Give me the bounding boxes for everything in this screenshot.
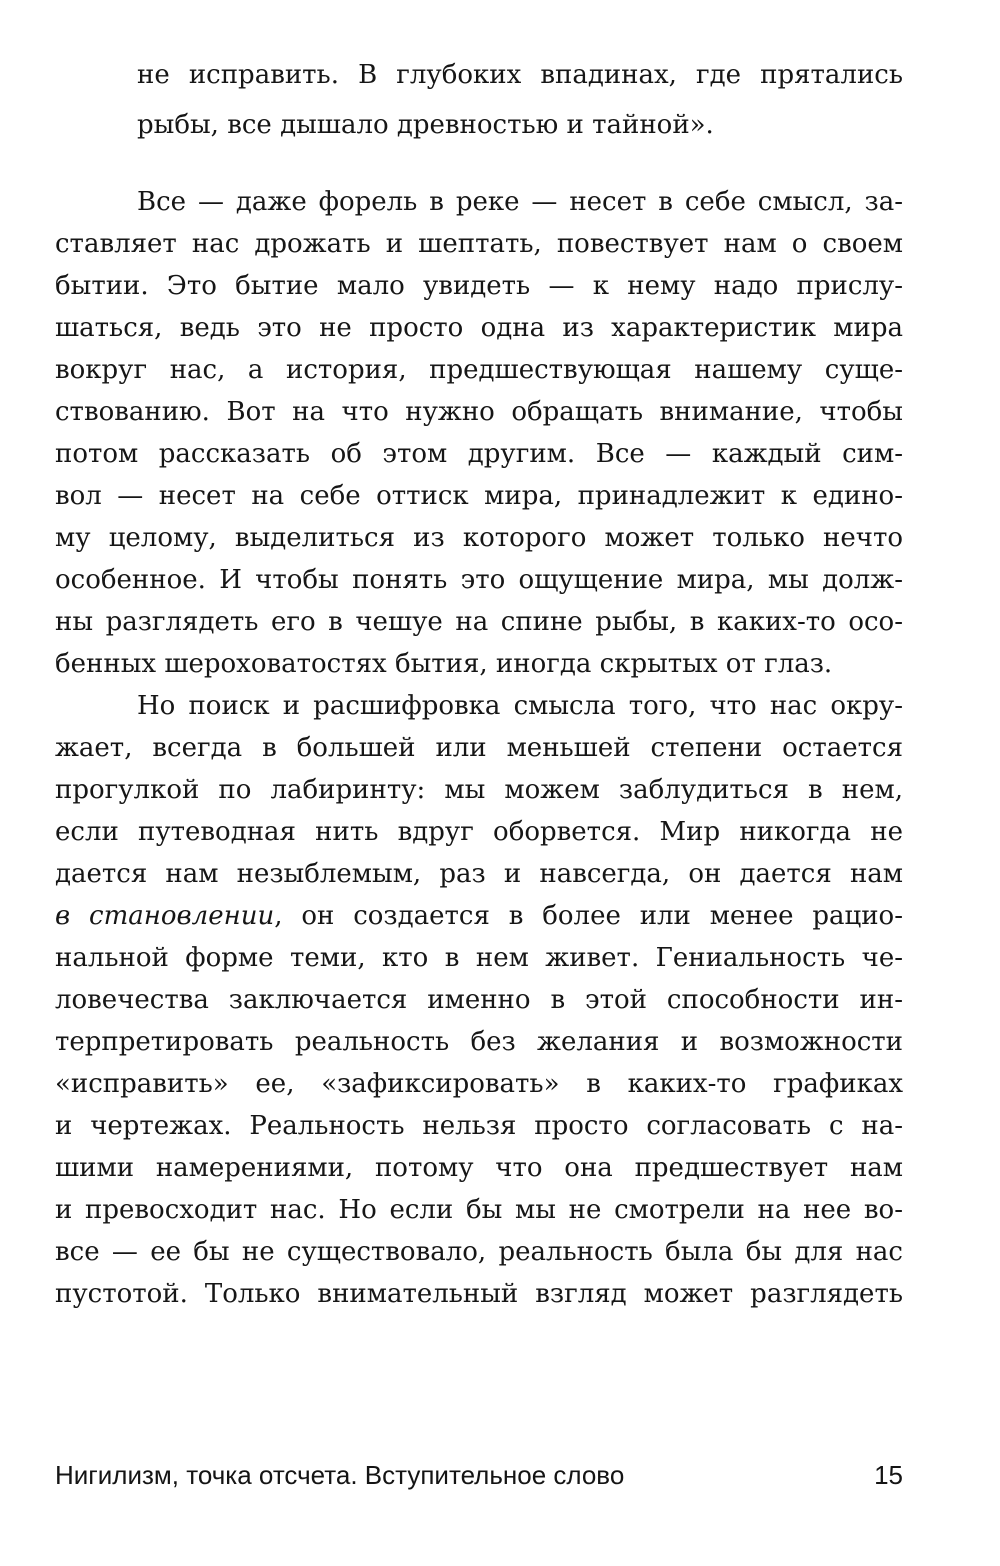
page-number: 15 [874,1460,903,1490]
text-line: шими намерениями, потому что она предшествует нам [55,1153,903,1183]
text-line: и чертежах. Реальность нельзя просто согласовать с на- [55,1111,903,1141]
text-line: ловечества заключается именно в этой способности ин- [55,985,903,1015]
text-line: ствованию. Вот на что нужно обращать внимание, чтобы [55,397,903,427]
text-line: му целому, выделиться из которого может только нечто [55,523,903,553]
text-line: не исправить. В глубоких впадинах, где прятались [137,60,903,90]
text-line [55,895,903,937]
text-line: потом рассказать об этом другим. Все — каждый сим- [55,439,903,469]
text-line: Но поиск и расшифровка смысла того, что нас окру- [137,691,903,721]
text-line: все — ее бы не существовало, реальность была бы для нас [55,1237,903,1267]
text-line: если путеводная нить вдруг оборвется. Мир никогда не [55,817,903,847]
text-line: рыбы, все дышало древностью и тайной». [137,110,714,140]
text-line: шаться, ведь это не просто одна из характеристик мира [55,313,903,343]
text-line: «исправить» ее, «зафиксировать» в каких-то графиках [55,1069,903,1099]
text-line: жает, всегда в большей или меньшей степени остается [55,733,903,763]
text-line: бенных шероховатостях бытия, иногда скрытых от глаз. [55,649,833,679]
quote-block [137,50,903,150]
text-line: ны разглядеть его в чешуе на спине рыбы, в каких-то осо- [55,607,903,637]
text-line: бытии. Это бытие мало увидеть — к нему надо прислу- [55,271,903,301]
paragraph [55,685,903,1315]
text-line: вокруг нас, а история, предшествующая нашему суще- [55,355,903,385]
italic-phrase: в становлении [55,901,275,931]
running-title: Нигилизм, точка отсчета. Вступительное слово [55,1460,625,1490]
paragraph [55,181,903,685]
body-text [55,181,903,1315]
text-line: вол — несет на себе оттиск мира, принадлежит к едино- [55,481,903,511]
text-line: терпретировать реальность без желания и возможности [55,1027,903,1057]
text-line: и превосходит нас. Но если бы мы не смотрели на нее во- [55,1195,903,1225]
text-line: нальной форме теми, кто в нем живет. Гениальность че- [55,943,903,973]
text-line: дается нам незыблемым, раз и навсегда, он дается нам [55,859,903,889]
text-line: особенное. И чтобы понять это ощущение мира, мы долж- [55,565,903,595]
text-line: ставляет нас дрожать и шептать, повествует нам о своем [55,229,903,259]
text-segment: , он создается в более или менее рацио- [274,901,903,931]
text-line: Все — даже форель в реке — несет в себе смысл, за- [137,187,903,217]
text-line: пустотой. Только внимательный взгляд может разглядеть [55,1279,903,1309]
page-footer [55,1458,903,1492]
text-line: прогулкой по лабиринту: мы можем заблудиться в нем, [55,775,903,805]
